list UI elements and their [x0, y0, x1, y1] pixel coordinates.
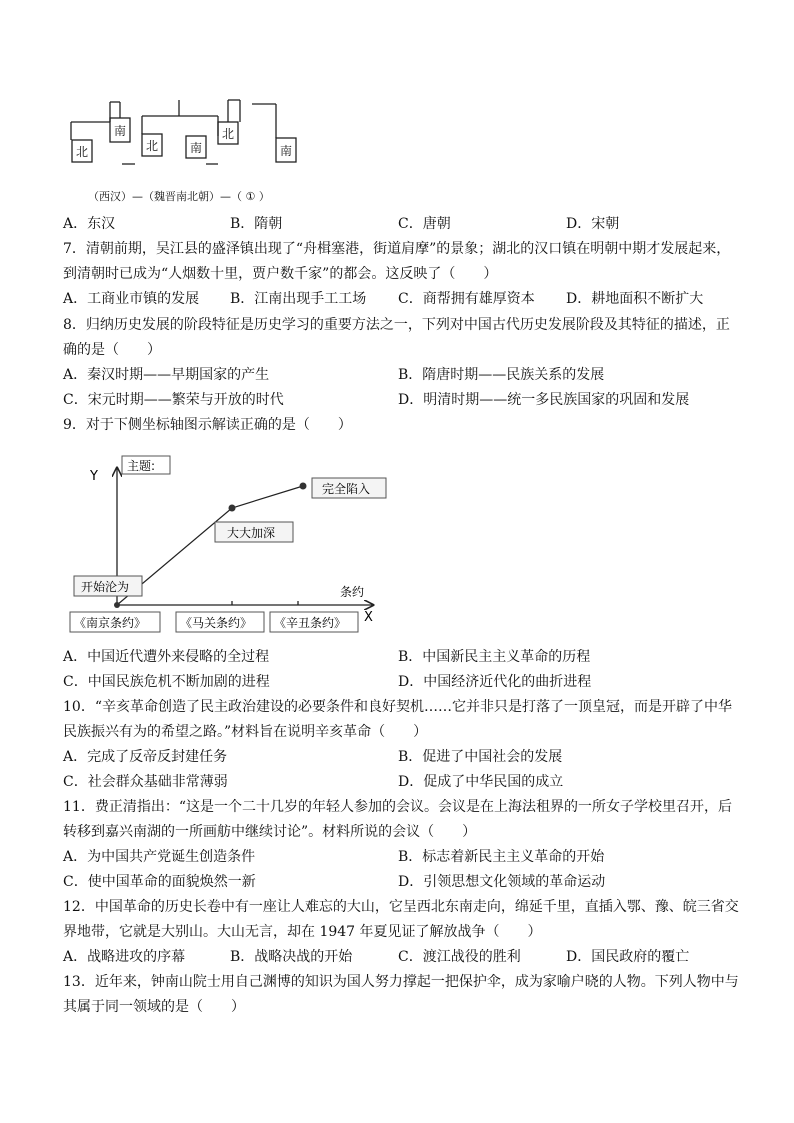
q13-stem-line: 13．近年来，钟南山院士用自己渊博的知识为国人努力撑起一把保护伞，成为家喻户晓的人物。下列人物中与 [63, 974, 739, 990]
q9-option-b: B．中国新民主主义革命的历程 [398, 649, 591, 665]
axis-note: 条约 [340, 585, 365, 599]
dynasty-capital-diagram [60, 92, 320, 212]
diagram-box-label: 北 [145, 139, 159, 153]
treaty-coordinate-diagram [60, 450, 390, 640]
q11-stem-line: 转移到嘉兴南湖的一所画舫中继续讨论”。材料所说的会议（ ） [63, 824, 477, 840]
q6-option-c: C．唐朝 [398, 216, 451, 232]
diagram-box-label: 南 [279, 144, 293, 158]
q9-option-a: A．中国近代遭外来侵略的全过程 [63, 649, 270, 665]
q9-option-d: D．中国经济近代化的曲折进程 [398, 674, 592, 690]
q7-stem-line: 7．清朝前期，吴江县的盛泽镇出现了“舟楫塞港，街道肩摩”的景象；湖北的汉口镇在明朝中期才发展起来， [63, 241, 731, 257]
treaty-label: 《南京条约》 [74, 616, 147, 630]
q8-option-a: A．秦汉时期——早期国家的产生 [63, 367, 270, 383]
q10-option-d: D．促成了中华民国的成立 [398, 774, 564, 790]
diagram-box-label: 南 [113, 124, 127, 138]
q10-stem-line: 10．“辛亥革命创造了民主政治建设的必要条件和良好契机……它并非只是打落了一顶皇冠，而是开辟了中华 [63, 699, 732, 715]
treaty-label: 《马关条约》 [180, 616, 253, 630]
q8-option-b: B．隋唐时期——民族关系的发展 [398, 367, 605, 383]
q12-option-a: A．战略进攻的序幕 [63, 949, 186, 965]
q11-option-d: D．引领思想文化领域的革命运动 [398, 874, 606, 890]
q6-option-d: D．宋朝 [566, 216, 620, 232]
q7-option-c: C．商帮拥有雄厚资本 [398, 291, 535, 307]
q10-option-a: A．完成了反帝反封建任务 [63, 749, 228, 765]
theme-label: 主题: [127, 459, 156, 473]
q8-option-d: D．明清时期——统一多民族国家的巩固和发展 [398, 392, 690, 408]
q12-option-b: B．战略决战的开始 [230, 949, 353, 965]
diagram-box-label: 北 [221, 127, 235, 141]
x-axis-label: X [364, 610, 373, 625]
diagram-box-label: 南 [189, 141, 203, 155]
q12-stem-line: 界地带，它就是大别山。大山无言，却在 1947 年夏见证了解放战争（ ） [63, 924, 542, 940]
q11-stem-line: 11．费正清指出：“这是一个二十几岁的年轻人参加的会议。会议是在上海法租界的一所女子学校里召开，后 [63, 799, 732, 815]
q8-stem-line: 8．归纳历史发展的阶段特征是历史学习的重要方法之一，下列对中国古代历史发展阶段及其特征的描述，正 [63, 317, 730, 333]
q11-option-b: B．标志着新民主主义革命的开始 [398, 849, 605, 865]
q9-option-c: C．中国民族危机不断加剧的进程 [63, 674, 270, 690]
q12-stem-line: 12．中国革命的历史长卷中有一座让人难忘的大山，它呈西北东南走向，绵延千里，直插入鄂、豫、皖三省交 [63, 899, 739, 915]
q12-option-d: D．国民政府的覆亡 [566, 949, 690, 965]
stage-label: 完全陷入 [322, 482, 371, 496]
stage-label: 开始沦为 [81, 580, 130, 594]
q11-option-c: C．使中国革命的面貌焕然一新 [63, 874, 256, 890]
q8-stem-line: 确的是（ ） [63, 342, 161, 358]
q7-option-b: B．江南出现手工工场 [230, 291, 367, 307]
diagram-caption: （西汉）—（魏晋南北朝）—（ ① ） [88, 190, 270, 203]
q12-option-c: C．渡江战役的胜利 [398, 949, 521, 965]
q8-option-c: C．宋元时期——繁荣与开放的时代 [63, 392, 284, 408]
q10-option-c: C．社会群众基础非常薄弱 [63, 774, 228, 790]
q7-option-a: A．工商业市镇的发展 [63, 291, 200, 307]
q6-option-b: B．隋朝 [230, 216, 283, 232]
q13-stem-line: 其属于同一领域的是（ ） [63, 999, 245, 1015]
treaty-label: 《辛丑条约》 [274, 616, 347, 630]
stage-label: 大大加深 [227, 526, 276, 540]
q10-stem-line: 民族振兴有为的希望之路。”材料旨在说明辛亥革命（ ） [63, 724, 428, 740]
q7-stem-line: 到清朝时已成为“人烟数十里，贾户数千家”的都会。这反映了（ ） [63, 266, 498, 282]
q9-stem-line: 9．对于下侧坐标轴图示解读正确的是（ ） [63, 417, 352, 433]
q11-option-a: A．为中国共产党诞生创造条件 [63, 849, 256, 865]
q6-option-a: A．东汉 [63, 216, 116, 232]
y-axis-label: Y [90, 469, 98, 484]
q10-option-b: B．促进了中国社会的发展 [398, 749, 563, 765]
q7-option-d: D．耕地面积不断扩大 [566, 291, 704, 307]
diagram-box-label: 北 [75, 145, 89, 159]
